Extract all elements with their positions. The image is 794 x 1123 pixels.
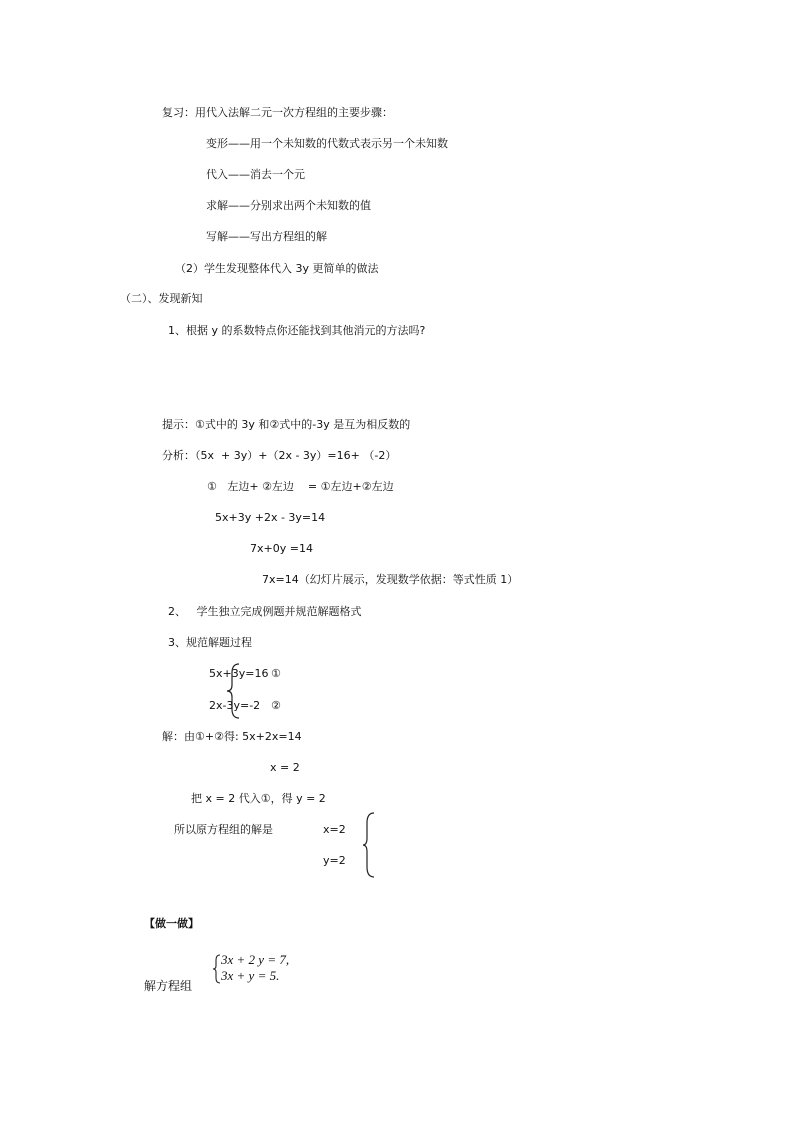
solution-x-value: x=2 [323,823,346,836]
exercise-heading: 【做一做】 [144,917,199,930]
question-3: 3、规范解题过程 [168,636,252,649]
review-title: 复习：用代入法解二元一次方程组的主要步骤： [162,106,393,119]
section-heading: （二）、发现新知 [120,292,203,305]
system-eq-1: 5x+3y=16 [209,667,269,680]
solution-step-3: 把 x = 2 代入①，得 y = 2 [191,792,326,805]
solution-brace [362,812,376,878]
solution-y-value: y=2 [323,854,346,867]
exercise-eq-1: 3x + 2 y = 7, [221,952,290,967]
system-eq-2-mark: ② [271,699,281,712]
derivation-line-b: 5x+3y +2x - 3y=14 [215,511,326,524]
review-note: （2）学生发现整体代入 3y 更简单的做法 [175,262,379,275]
question-2: 2、 学生独立完成例题并规范解题格式 [168,605,362,618]
review-step-1: 变形——用一个未知数的代数式表示另一个未知数 [206,137,448,150]
review-step-2: 代入——消去一个元 [206,168,305,181]
question-1: 1、根据 y 的系数特点你还能找到其他消元的方法吗? [168,324,426,337]
derivation-line-c: 7x+0y =14 [250,542,313,555]
solution-step-2: x = 2 [270,761,300,774]
analysis-line: 分析：（5x + 3y）+（2x - 3y）=16+ （-2） [162,449,397,462]
solution-conclusion: 所以原方程组的解是 [174,823,273,836]
hint-line: 提示：①式中的 3y 和②式中的-3y 是互为相反数的 [162,418,411,431]
review-step-3: 求解——分别求出两个未知数的值 [206,199,371,212]
derivation-line-d: 7x=14（幻灯片展示，发现数学依据：等式性质 1） [262,573,519,586]
exercise-brace [213,954,221,984]
exercise-eq-2: 3x + y = 5. [221,968,280,983]
solution-step-1: 解：由①+②得: 5x+2x=14 [162,730,302,743]
system-eq-1-mark: ① [271,667,281,680]
review-step-4: 写解——写出方程组的解 [206,230,327,243]
exercise-label: 解方程组 [144,979,193,993]
system-eq-2: 2x-3y=-2 [209,699,261,712]
derivation-line-a: ① 左边+ ②左边 = ①左边+②左边 [207,480,394,493]
